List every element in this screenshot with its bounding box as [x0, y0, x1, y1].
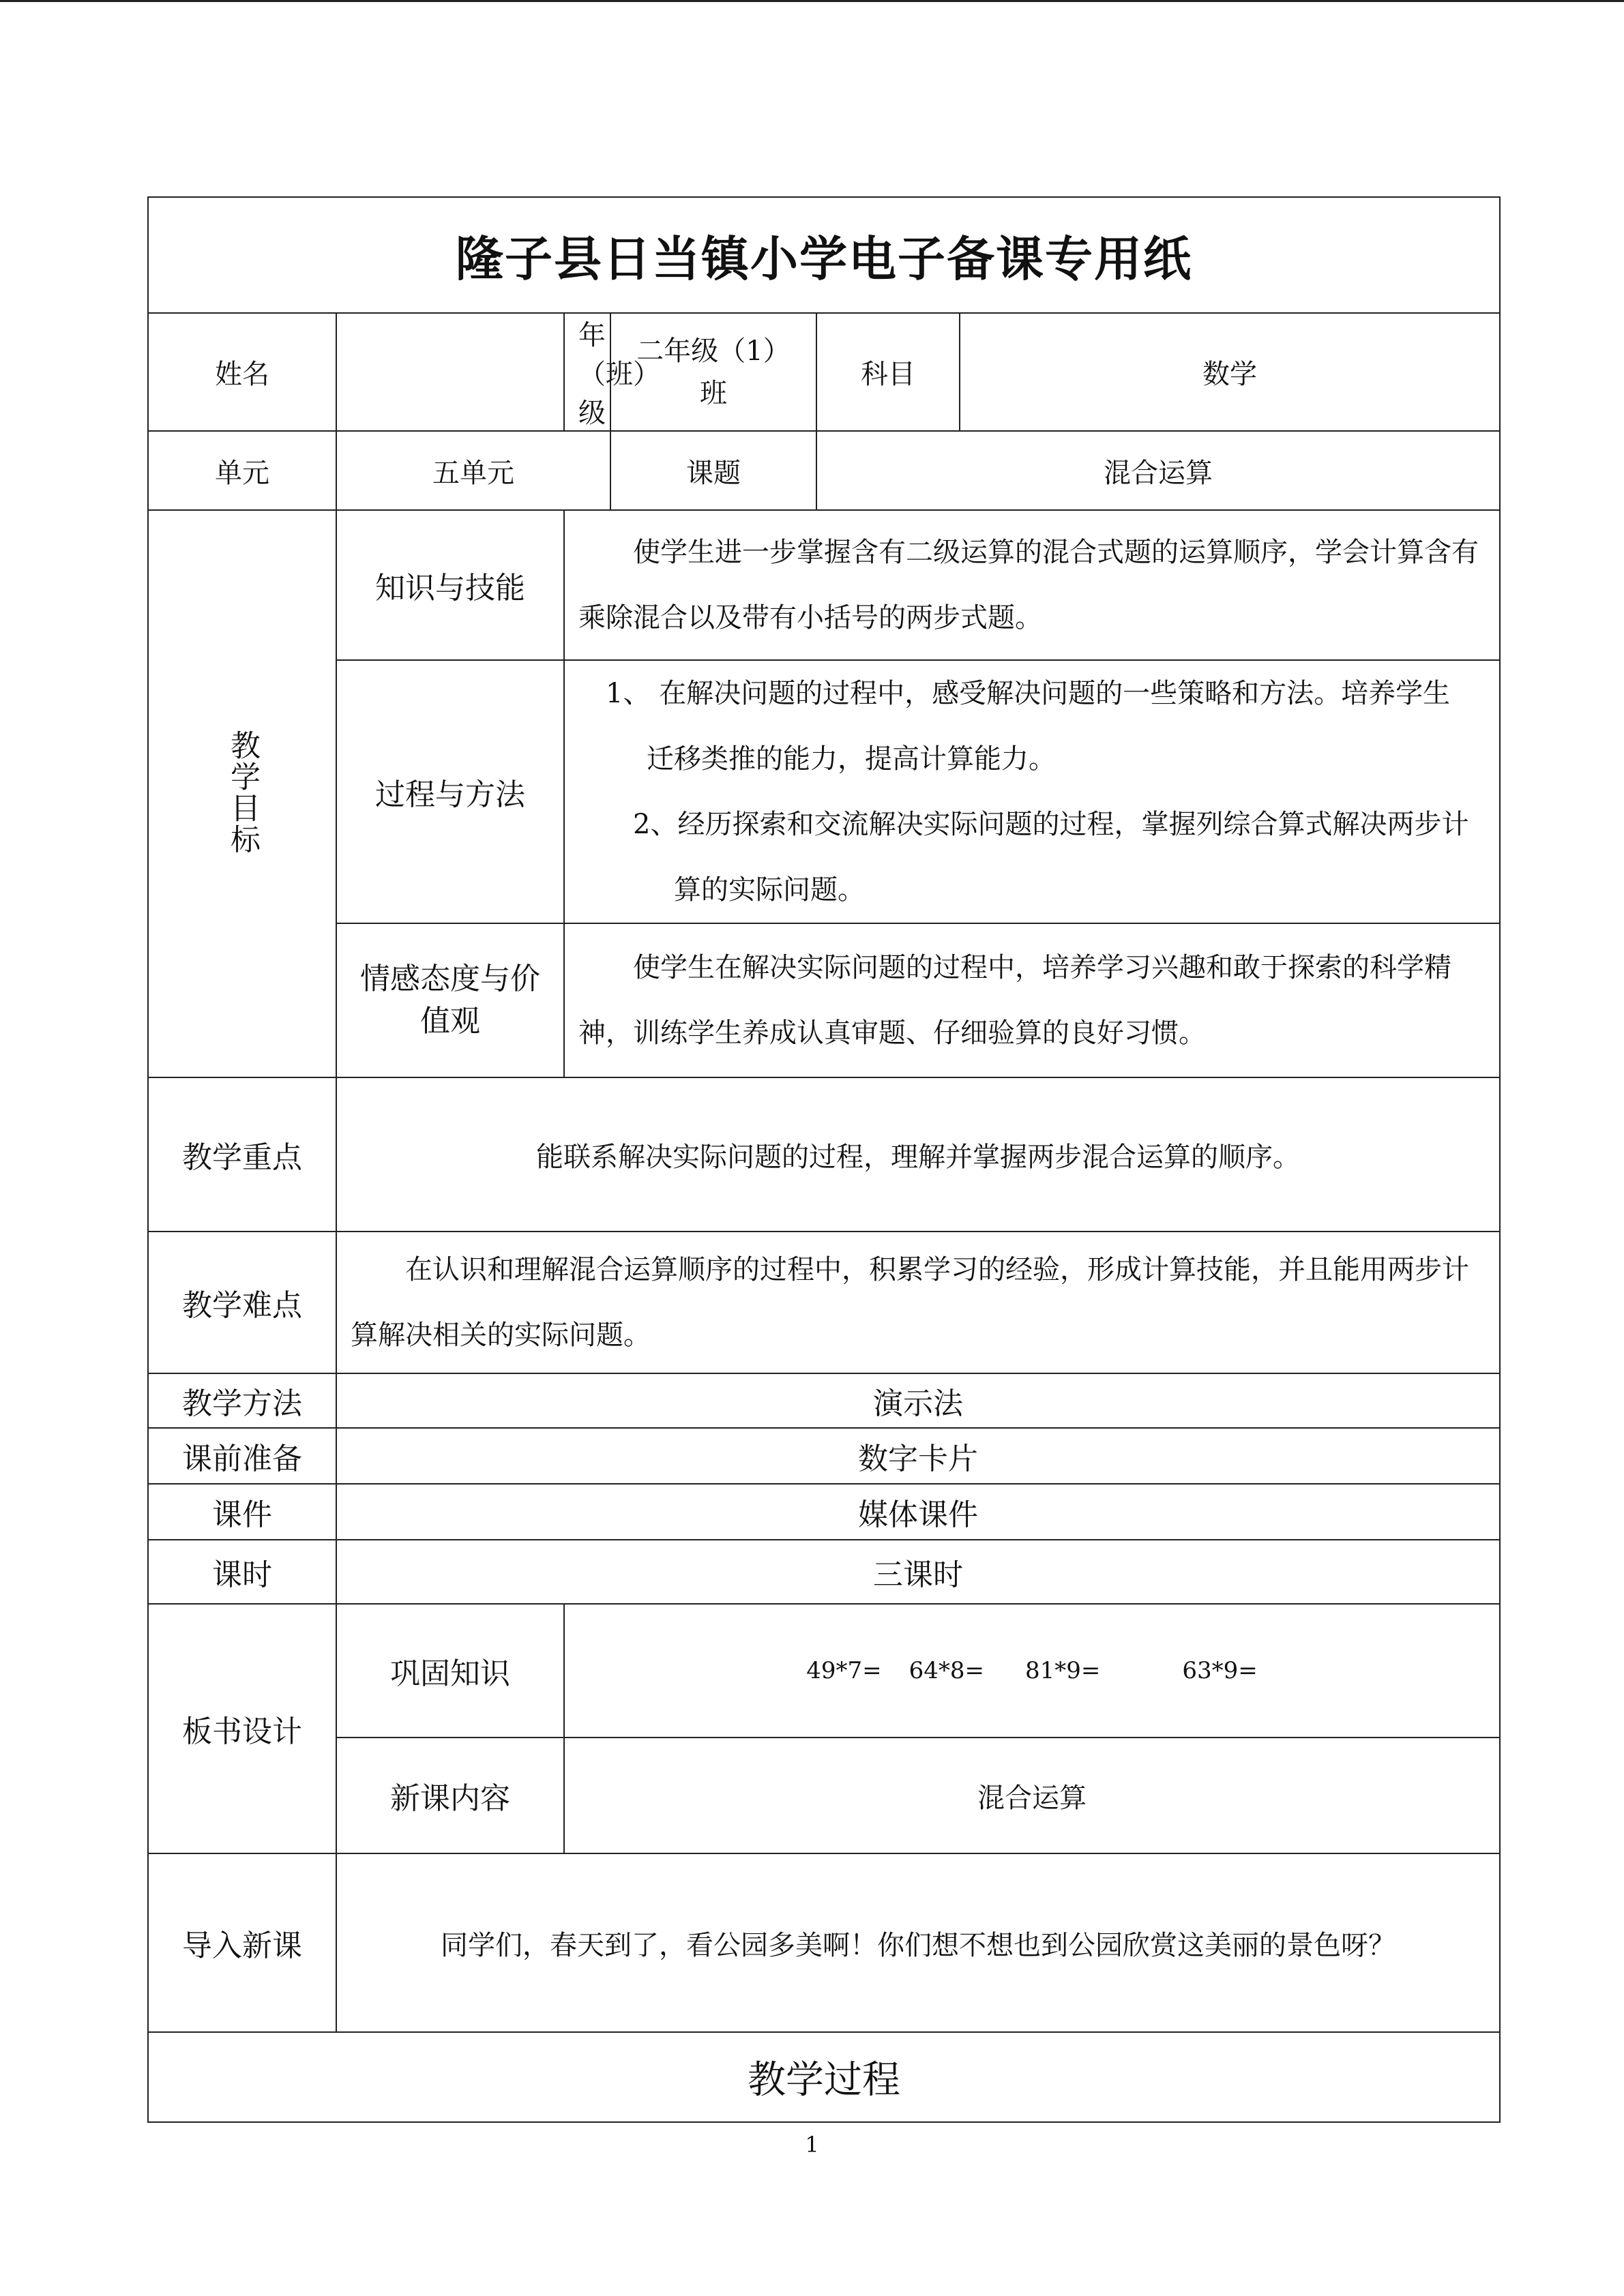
unit-value: 五单元	[336, 431, 610, 510]
key-point-label: 教学重点	[148, 1077, 336, 1232]
process-method-label: 过程与方法	[336, 660, 564, 923]
emotion-label: 情感态度与价值观	[336, 923, 564, 1077]
knowledge-label: 知识与技能	[336, 510, 564, 660]
intro-text: 同学们，春天到了，看公园多美啊！你们想不想也到公园欣赏这美丽的景色呀？	[336, 1853, 1500, 2032]
unit-label: 单元	[148, 431, 336, 510]
grade-label: 年（班）级	[564, 313, 610, 431]
courseware-value: 媒体课件	[336, 1484, 1500, 1540]
method-value: 演示法	[336, 1373, 1500, 1428]
new-content-label: 新课内容	[336, 1738, 564, 1853]
teaching-process-header: 教学过程	[148, 2032, 1500, 2122]
process-method-cell	[564, 660, 1500, 923]
topic-label: 课题	[610, 431, 816, 510]
preparation-label: 课前准备	[148, 1428, 336, 1484]
document-title: 隆子县日当镇小学电子备课专用纸	[148, 197, 1500, 313]
grade-value: 二年级（1）班	[610, 313, 816, 431]
equation-1: 49*7=	[806, 1657, 882, 1684]
method-label: 教学方法	[148, 1373, 336, 1428]
objectives-label: 教学目标	[225, 730, 260, 855]
name-value	[336, 313, 564, 431]
hours-value: 三课时	[336, 1540, 1500, 1604]
name-label: 姓名	[148, 313, 336, 431]
knowledge-text: 使学生进一步掌握含有二级运算的混合式题的运算顺序，学会计算含有乘除混合以及带有小括号的两步式题。	[564, 510, 1500, 660]
board-design-label: 板书设计	[148, 1604, 336, 1853]
topic-value: 混合运算	[816, 431, 1500, 510]
subject-label: 科目	[816, 313, 960, 431]
key-point-text: 能联系解决实际问题的过程，理解并掌握两步混合运算的顺序。	[336, 1077, 1500, 1232]
equation-2: 64*8=	[909, 1657, 984, 1684]
subject-value: 数学	[960, 313, 1500, 431]
equation-4: 63*9=	[1182, 1657, 1258, 1684]
hours-label: 课时	[148, 1540, 336, 1604]
lesson-plan-table	[147, 196, 1501, 2123]
difficulty-label: 教学难点	[148, 1232, 336, 1373]
difficulty-text: 在认识和理解混合运算顺序的过程中，积累学习的经验，形成计算技能，并且能用两步计算解决相关的实际问题。	[336, 1232, 1500, 1373]
equation-3: 81*9=	[1025, 1657, 1101, 1684]
process-item-1: 1、 在解决问题的过程中，感受解决问题的一些策略和方法。培养学生迁移类推的能力，提高计算能力。	[606, 678, 1451, 775]
courseware-label: 课件	[148, 1484, 336, 1540]
process-item-2: 2、经历探索和交流解决实际问题的过程，掌握列综合算式解决两步计算的实际问题。	[633, 809, 1469, 906]
review-label: 巩固知识	[336, 1604, 564, 1738]
review-equations	[564, 1604, 1500, 1738]
intro-label: 导入新课	[148, 1853, 336, 2032]
preparation-value: 数字卡片	[336, 1428, 1500, 1484]
page-number: 1	[805, 2132, 819, 2158]
objectives-label-cell	[148, 510, 336, 1077]
emotion-text: 使学生在解决实际问题的过程中，培养学习兴趣和敢于探索的科学精神，训练学生养成认真审题、仔细验算的良好习惯。	[564, 923, 1500, 1077]
new-content-value: 混合运算	[564, 1738, 1500, 1853]
